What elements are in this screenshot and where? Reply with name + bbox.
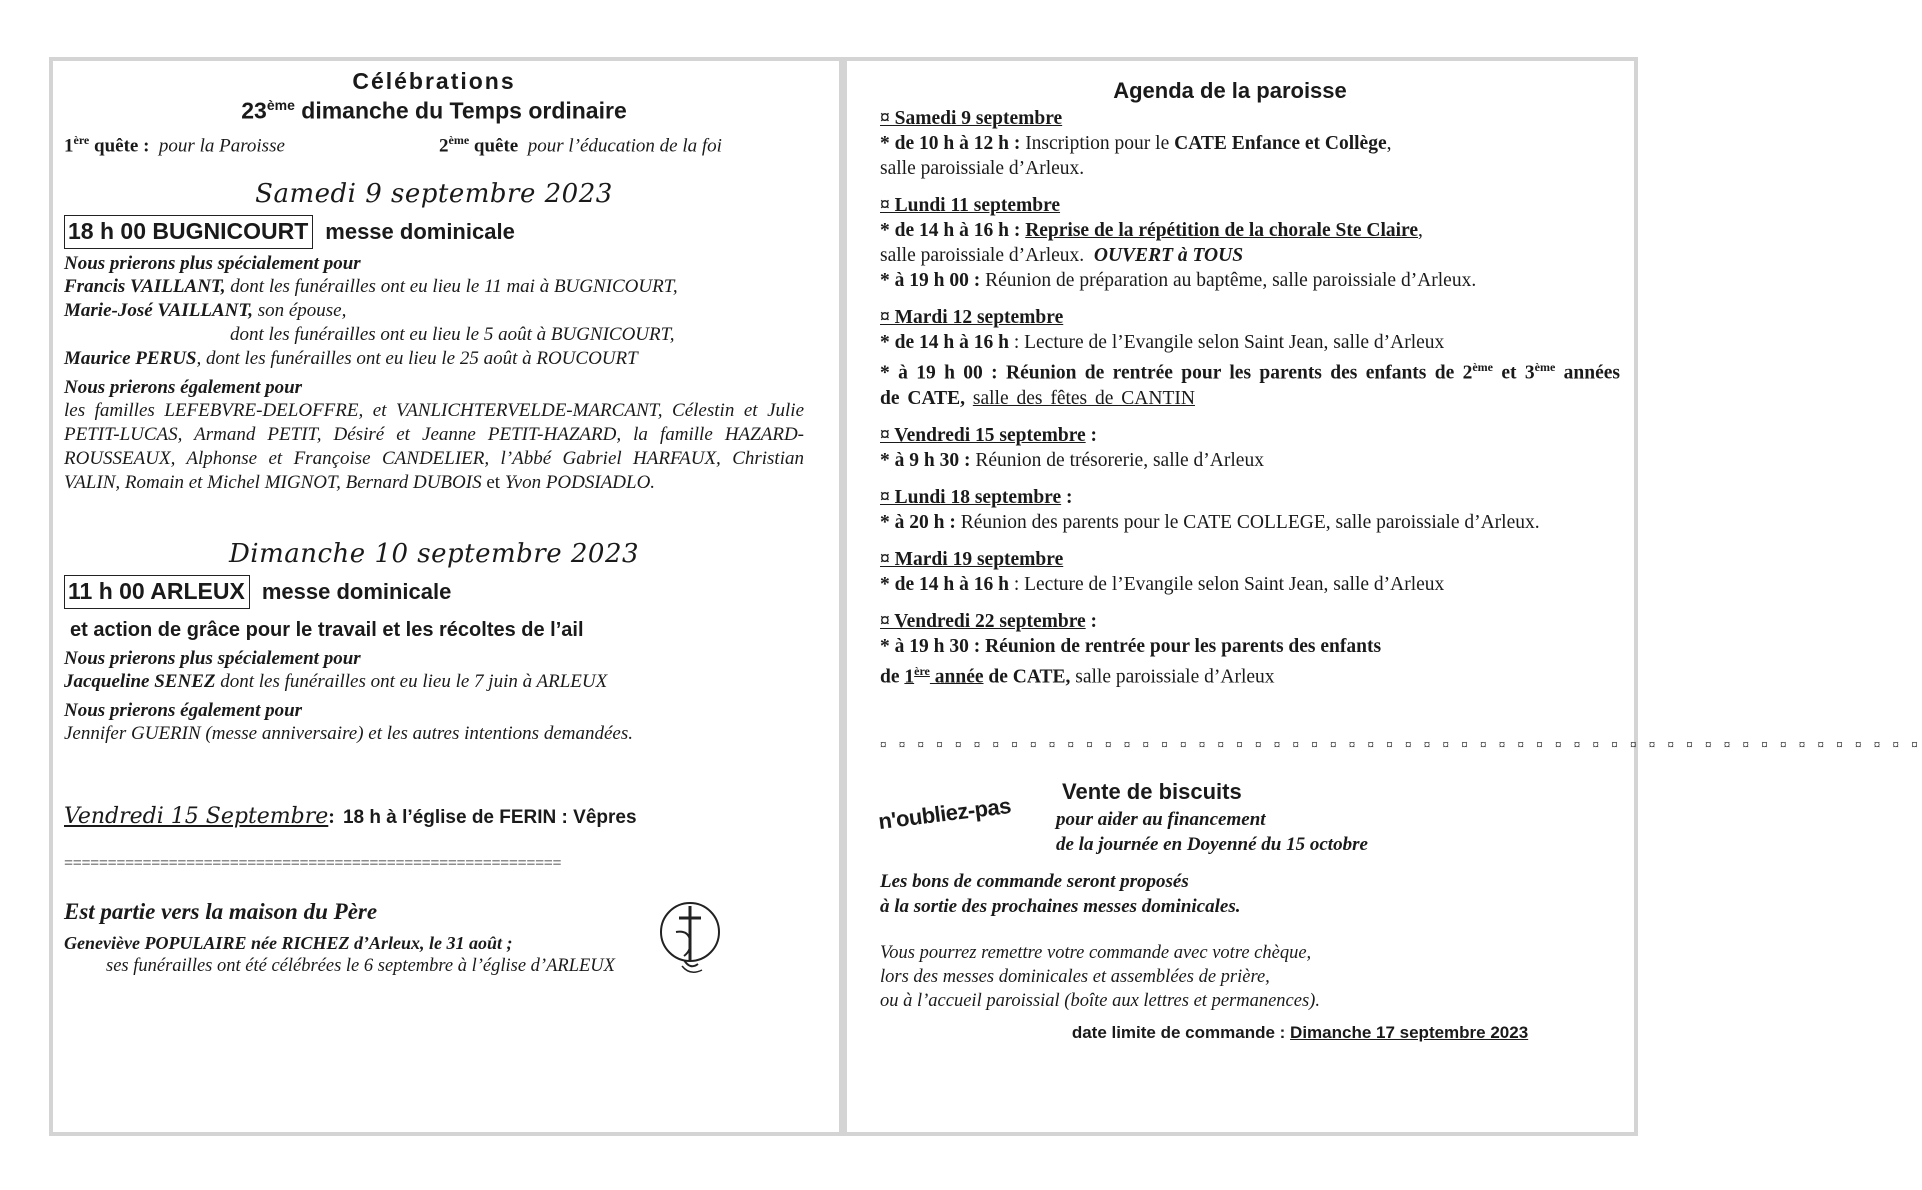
agenda-date: ¤ Mardi 19 septembre [880,548,1064,570]
separator-line: ========================================================= [64,854,562,872]
deceased-title: Est partie vers la maison du Père [64,898,378,924]
celebrations-subtitle: 23ème dimanche du Temps ordinaire [241,97,627,124]
agenda-date: ¤ Lundi 11 septembre [880,195,1061,216]
saturday-pray-special: Nous prierons plus spécialement pour [64,252,361,274]
saturday-mass-time: 18 h 00 BUGNICOURT [64,215,313,249]
bons-commande: Les bons de commande seront proposés à la sortie des prochaines messes dominicales. [880,871,1241,917]
noubliez-pas-label: n'oubliez-pas [876,792,1013,835]
quete-2: 2ème quête pour l’éducation de la foi [439,132,722,156]
sunday-action-de-grace: et action de grâce pour le travail et les récoltes de l’ail [70,618,584,641]
agenda-item-lun-18: ¤ Lundi 18 septembre : * à 20 h : Réunion des parents pour le CATE COLLEGE, salle paroissiale d’Arleux. [880,486,1540,533]
agenda-date: ¤ Lundi 18 septembre [880,486,1062,508]
agenda-item-mar-12: ¤ Mardi 12 septembre * de 14 h à 16 h : Lecture de l’Evangile selon Saint Jean, salle d’Arleux * à 19 h 00 : Réunion de rentrée pour les parents des enfants de 2ème et 3ème années de CATE, salle des fêtes de CANTIN [880,307,1620,409]
cross-icon [654,900,722,980]
agenda-date: ¤ Samedi 9 septembre [880,108,1063,129]
agenda-item-mar-19: ¤ Mardi 19 septembre * de 14 h à 16 h : Lecture de l’Evangile selon Saint Jean, salle d’Arleux [880,548,1445,595]
saturday-mass-desc: messe dominicale [325,218,515,244]
agenda-date: ¤ Mardi 12 septembre [880,307,1064,328]
saturday-pray-also: Nous prierons également pour [64,376,303,398]
intention-line: Marie-José VAILLANT, son épouse, [64,299,347,321]
order-deadline: date limite de commande : Dimanche 17 septembre 2023 [1071,1023,1529,1042]
agenda-title: Agenda de la paroisse [1113,78,1347,103]
star-separator: ¤ ¤ ¤ ¤ ¤ ¤ ¤ ¤ ¤ ¤ ¤ ¤ ¤ ¤ ¤ ¤ ¤ ¤ ¤ ¤ ¤ ¤ ¤ ¤ ¤ ¤ ¤ ¤ ¤ ¤ ¤ ¤ ¤ ¤ ¤ ¤ ¤ ¤ ¤ ¤ ¤ ¤ ¤ ¤ ¤ ¤ ¤ ¤ ¤ ¤ ¤ ¤ ¤ ¤ ¤ ¤ [880,737,1922,752]
sunday-pray-special: Nous prierons plus spécialement pour [64,647,361,669]
celebrations-title: Célébrations [352,68,516,94]
friday-text: 18 h à l’église de FERIN : Vêpres [342,806,637,828]
agenda-item-ven-15: ¤ Vendredi 15 septembre : * à 9 h 30 : Réunion de trésorerie, salle d’Arleux [880,424,1264,471]
intention-line: Maurice PERUS, dont les funérailles ont eu lieu le 25 août à ROUCOURT [64,347,638,369]
agenda-item-sam-9: ¤ Samedi 9 septembre * de 10 h à 12 h : Inscription pour le CATE Enfance et Collège, salle paroissiale d’Arleux. [880,108,1392,179]
sunday-mass-time: 11 h 00 ARLEUX [64,575,250,609]
agenda-column [876,60,1922,1043]
agenda-item-ven-22: ¤ Vendredi 22 septembre : * à 19 h 30 : Réunion de rentrée pour les parents des enfants de 1ère année de CATE, salle paroissiale d’Arleux [880,610,1382,687]
sunday-also-text: Jennifer GUERIN (messe anniversaire) et les autres intentions demandées. [64,722,633,744]
quete-line [64,133,804,157]
sunday-mass [64,575,804,609]
sunday-heading: Dimanche 10 septembre 2023 [228,538,640,569]
quete-1: 1ère quête : pour la Paroisse [64,132,285,156]
agenda-item-lun-11: ¤ Lundi 11 septembre * de 14 h à 16 h : Reprise de la répétition de la chorale Ste Claire, salle paroissiale d’Arleux. OUVERT à TOUS * à 19 h 00 : Réunion de préparation au baptême, salle paroissiale d’Arleux. [880,195,1477,291]
sunday-mass-desc: messe dominicale [261,578,452,604]
saturday-mass [64,215,804,249]
saturday-families: les familles LEFEBVRE-DELOFFRE, et VANLICHTERVELDE-MARCANT, Célestin et Julie PETIT-LUCAS, Armand PETIT, Désiré et Jeanne PETIT-HAZARD, la famille HAZARD-ROUSSEAUX, Alphonse et Françoise CANDELIER, l’Abbé Gabriel HARFAUX, Christian VALIN, Romain et Michel MIGNOT, Bernard DUBOIS et Yvon PODSIADLO. [64,399,804,493]
agenda-date: ¤ Vendredi 22 septembre [880,610,1086,632]
sunday-pray-also: Nous prierons également pour [64,699,303,721]
deceased-line-1: Geneviève POPULAIRE née RICHEZ d’Arleux, le 31 août ; [64,932,513,953]
intention-line: Francis VAILLANT, dont les funérailles ont eu lieu le 11 mai à BUGNICOURT, [64,275,678,297]
agenda-date: ¤ Vendredi 15 septembre [880,424,1086,446]
vente-title: Vente de biscuits [1062,779,1242,804]
celebrations-column [64,60,804,978]
deceased-line-2: ses funérailles ont été célébrées le 6 septembre à l’église d’ARLEUX [106,955,615,976]
remettre-commande: Vous pourrez remettre votre commande avec votre chèque, lors des messes dominicales et assemblées de prière, ou à l’accueil paroissial (boîte aux lettres et permanences). [880,943,1320,1011]
intention-line: dont les funérailles ont eu lieu le 5 août à BUGNICOURT, [230,323,675,345]
saturday-heading: Samedi 9 septembre 2023 [255,178,613,209]
biscuit-sale-header: n'oubliez-pas Vente de biscuits pour aider au financement de la journée en Doyenné du 15 octobre [876,779,1368,855]
friday-date: Vendredi 15 Septembre [64,803,329,829]
intention-line: Jacqueline SENEZ dont les funérailles ont eu lieu le 7 juin à ARLEUX [64,670,608,692]
friday-vepres: Vendredi 15 Septembre : 18 h à l’église de FERIN : Vêpres [64,803,637,829]
